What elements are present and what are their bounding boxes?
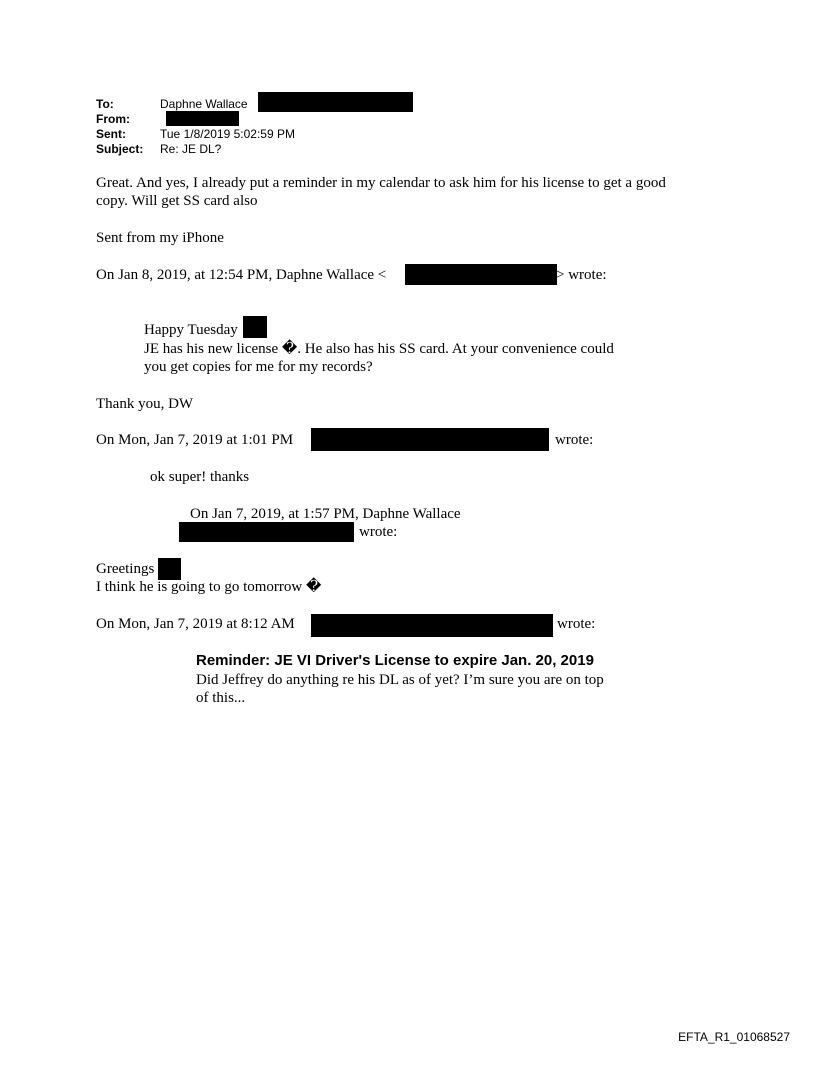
document-id: EFTA_R1_01068527 [678, 1030, 790, 1044]
quote1-line-2: JE has his new license �. He also has his SS card. At your convenience could [144, 341, 614, 357]
sent-value: Tue 1/8/2019 5:02:59 PM [160, 127, 295, 141]
quote2-wrote: wrote: [555, 432, 594, 448]
quote1-wrote: > wrote: [556, 267, 607, 283]
quote4-wrote: wrote: [557, 616, 596, 632]
quote1-line-3: you get copies for me for my records? [144, 359, 373, 375]
subject-label: Subject: [96, 142, 144, 156]
quote2-intro: On Mon, Jan 7, 2019 at 1:01 PM [96, 432, 294, 448]
redaction-to-email [258, 92, 413, 112]
reminder-line-2: of this... [196, 690, 246, 706]
reply-line-2: copy. Will get SS card also [96, 193, 258, 209]
signature: Sent from my iPhone [96, 230, 224, 246]
reminder-line-1: Did Jeffrey do anything re his DL as of yet? I’m sure you are on top [196, 672, 604, 688]
redaction-quote4-email [311, 614, 553, 637]
redaction-from [166, 111, 239, 126]
redaction-quote3-email [179, 522, 354, 542]
reminder-title: Reminder: JE VI Driver's License to expire Jan. 20, 2019 [196, 652, 594, 669]
from-label: From: [96, 112, 130, 126]
quote3-wrote: wrote: [359, 524, 398, 540]
sent-label: Sent: [96, 127, 126, 141]
reply-line-1: Great. And yes, I already put a reminder in my calendar to ask him for his license to get a good [96, 175, 666, 191]
redaction-quote1-email [405, 264, 557, 285]
redaction-greetings-name [158, 558, 181, 580]
thanks-line: Thank you, DW [96, 396, 194, 412]
tomorrow-line: I think he is going to go tomorrow � [96, 579, 322, 595]
quote1-intro: On Jan 8, 2019, at 12:54 PM, Daphne Wallace < [96, 267, 387, 283]
greetings: Greetings [96, 561, 155, 577]
to-label: To: [96, 97, 114, 111]
subject-value: Re: JE DL? [160, 142, 222, 156]
quote2-text: ok super! thanks [150, 469, 250, 485]
to-value: Daphne Wallace [160, 97, 248, 111]
quote1-line-1: Happy Tuesday [144, 322, 238, 338]
redaction-quote2-email [311, 428, 549, 451]
quote4-intro: On Mon, Jan 7, 2019 at 8:12 AM [96, 616, 295, 632]
quote3-intro: On Jan 7, 2019, at 1:57 PM, Daphne Wallace [190, 506, 461, 522]
redaction-quote1-name [243, 316, 267, 338]
